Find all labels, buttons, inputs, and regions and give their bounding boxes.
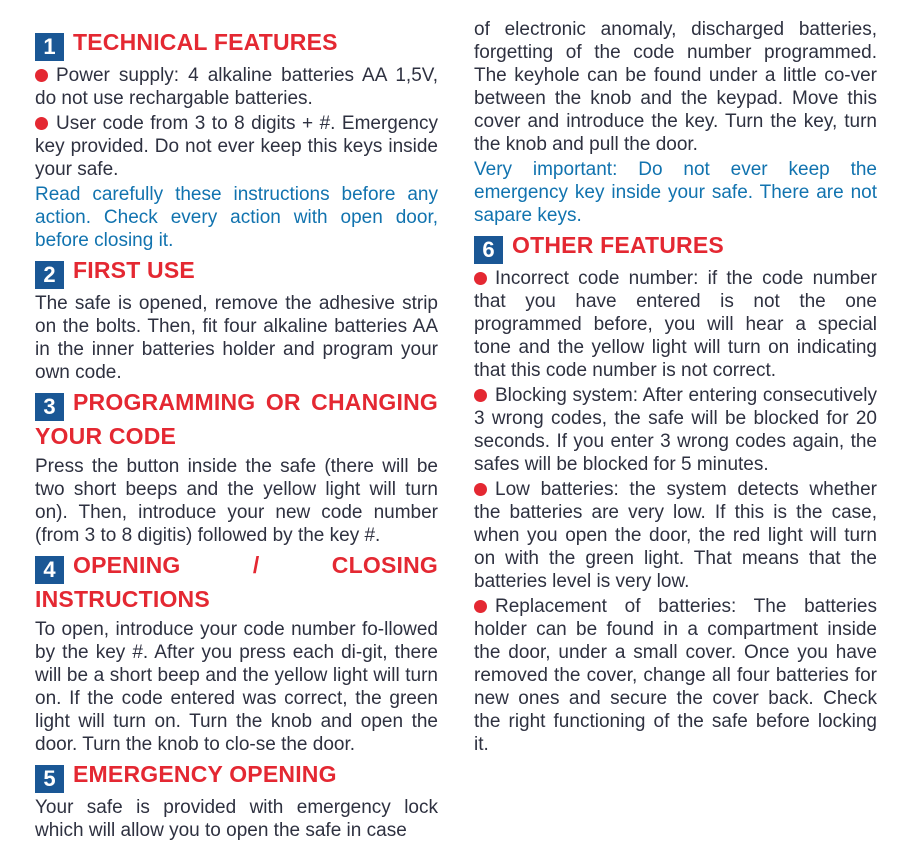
section-number-badge: 2	[35, 261, 64, 289]
section-title: EMERGENCY OPENING	[73, 761, 337, 787]
section-number-badge: 4	[35, 556, 64, 584]
right-column	[474, 17, 877, 856]
bullet-dot-icon	[474, 483, 487, 496]
section-heading-first-use	[35, 255, 438, 289]
section-number-badge: 1	[35, 33, 64, 61]
bullet-dot-icon	[474, 600, 487, 613]
section-number-badge: 5	[35, 765, 64, 793]
section-title: OTHER FEATURES	[512, 232, 724, 258]
section-number-badge: 6	[474, 236, 503, 264]
paragraph-text: Power supply: 4 alkaline batteries AA 1,5V, do not use rechargable batteries.	[35, 65, 438, 109]
paragraph-text: Incorrect code number: if the code number that you have entered is not the one programmed before, you will hear a special tone and the yellow light will turn on indicating that this code number is not correct.	[474, 268, 877, 381]
bullet-dot-icon	[474, 272, 487, 285]
paragraph-programming: Press the button inside the safe (there will be two short beeps and the yellow light will turn on). Then, introduce your new code number (from 3 to 8 digitis) followed by the key #.	[35, 456, 438, 546]
section-heading-technical-features	[35, 27, 438, 61]
paragraph-emergency-opening: Your safe is provided with emergency lock which will allow you to open the safe in case	[35, 797, 438, 841]
bullet-paragraph-power-supply	[35, 64, 438, 110]
bullet-paragraph-low-batteries	[474, 478, 877, 593]
section-heading-emergency-opening	[35, 759, 438, 793]
paragraph-text: Low batteries: the system detects whether the batteries are very low. If this is the case, when you open the door, the red light will turn on with the green light. That means that the batteries level is very low.	[474, 479, 877, 592]
section-title: FIRST USE	[73, 257, 195, 283]
paragraph-first-use: The safe is opened, remove the adhesive strip on the bolts. Then, fit four alkaline batteries AA in the inner batteries holder and program your own code.	[35, 293, 438, 383]
paragraph-text: Blocking system: After entering consecutively 3 wrong codes, the safe will be blocked for 20 seconds. If you enter 3 wrong codes again, the safes will be blocked for 5 minutes.	[474, 385, 877, 475]
paragraph-opening-closing: To open, introduce your code number fo-llowed by the key #. After you press each di-git, there will be a short beep and the yellow light will turn on. If the code entered was correct, the green light will turn on. Turn the knob and open the door. Turn the knob to clo-se the door.	[35, 619, 438, 755]
paragraph-emergency-opening-continued: of electronic anomaly, discharged batteries, forgetting of the code number programmed. The keyhole can be found under a little co-ver between the knob and the keypad. Move this cover and introduce the key. Turn the key, turn the knob and pull the door.	[474, 19, 877, 155]
paragraph-text: Replacement of batteries: The batteries holder can be found in a compartment inside the door, under a small cover. Once you have removed the cover, change all four batteries for new ones and secure the cover back. Check the right functioning of the safe before locking it.	[474, 596, 877, 755]
section-title: PROGRAMMING OR CHANGING YOUR CODE	[35, 389, 438, 449]
section-title: OPENING / CLOSING INSTRUCTIONS	[35, 552, 438, 612]
left-column	[35, 17, 438, 856]
note-paragraph-very-important: Very important: Do not ever keep the emergency key inside your safe. There are not sapare keys.	[474, 159, 877, 226]
bullet-dot-icon	[35, 69, 48, 82]
bullet-dot-icon	[474, 389, 487, 402]
section-heading-programming	[35, 387, 438, 452]
bullet-paragraph-user-code	[35, 112, 438, 181]
section-number-badge: 3	[35, 393, 64, 421]
section-heading-other-features	[474, 230, 877, 264]
bullet-dot-icon	[35, 117, 48, 130]
bullet-paragraph-incorrect-code	[474, 267, 877, 382]
note-paragraph-read-carefully: Read carefully these instructions before any action. Check every action with open door, before closing it.	[35, 184, 438, 251]
bullet-paragraph-blocking-system	[474, 384, 877, 476]
paragraph-text: User code from 3 to 8 digits + #. Emergency key provided. Do not ever keep this keys inside your safe.	[35, 113, 438, 180]
section-heading-opening-closing	[35, 550, 438, 615]
section-title: TECHNICAL FEATURES	[73, 29, 338, 55]
bullet-paragraph-replacement-batteries	[474, 595, 877, 756]
